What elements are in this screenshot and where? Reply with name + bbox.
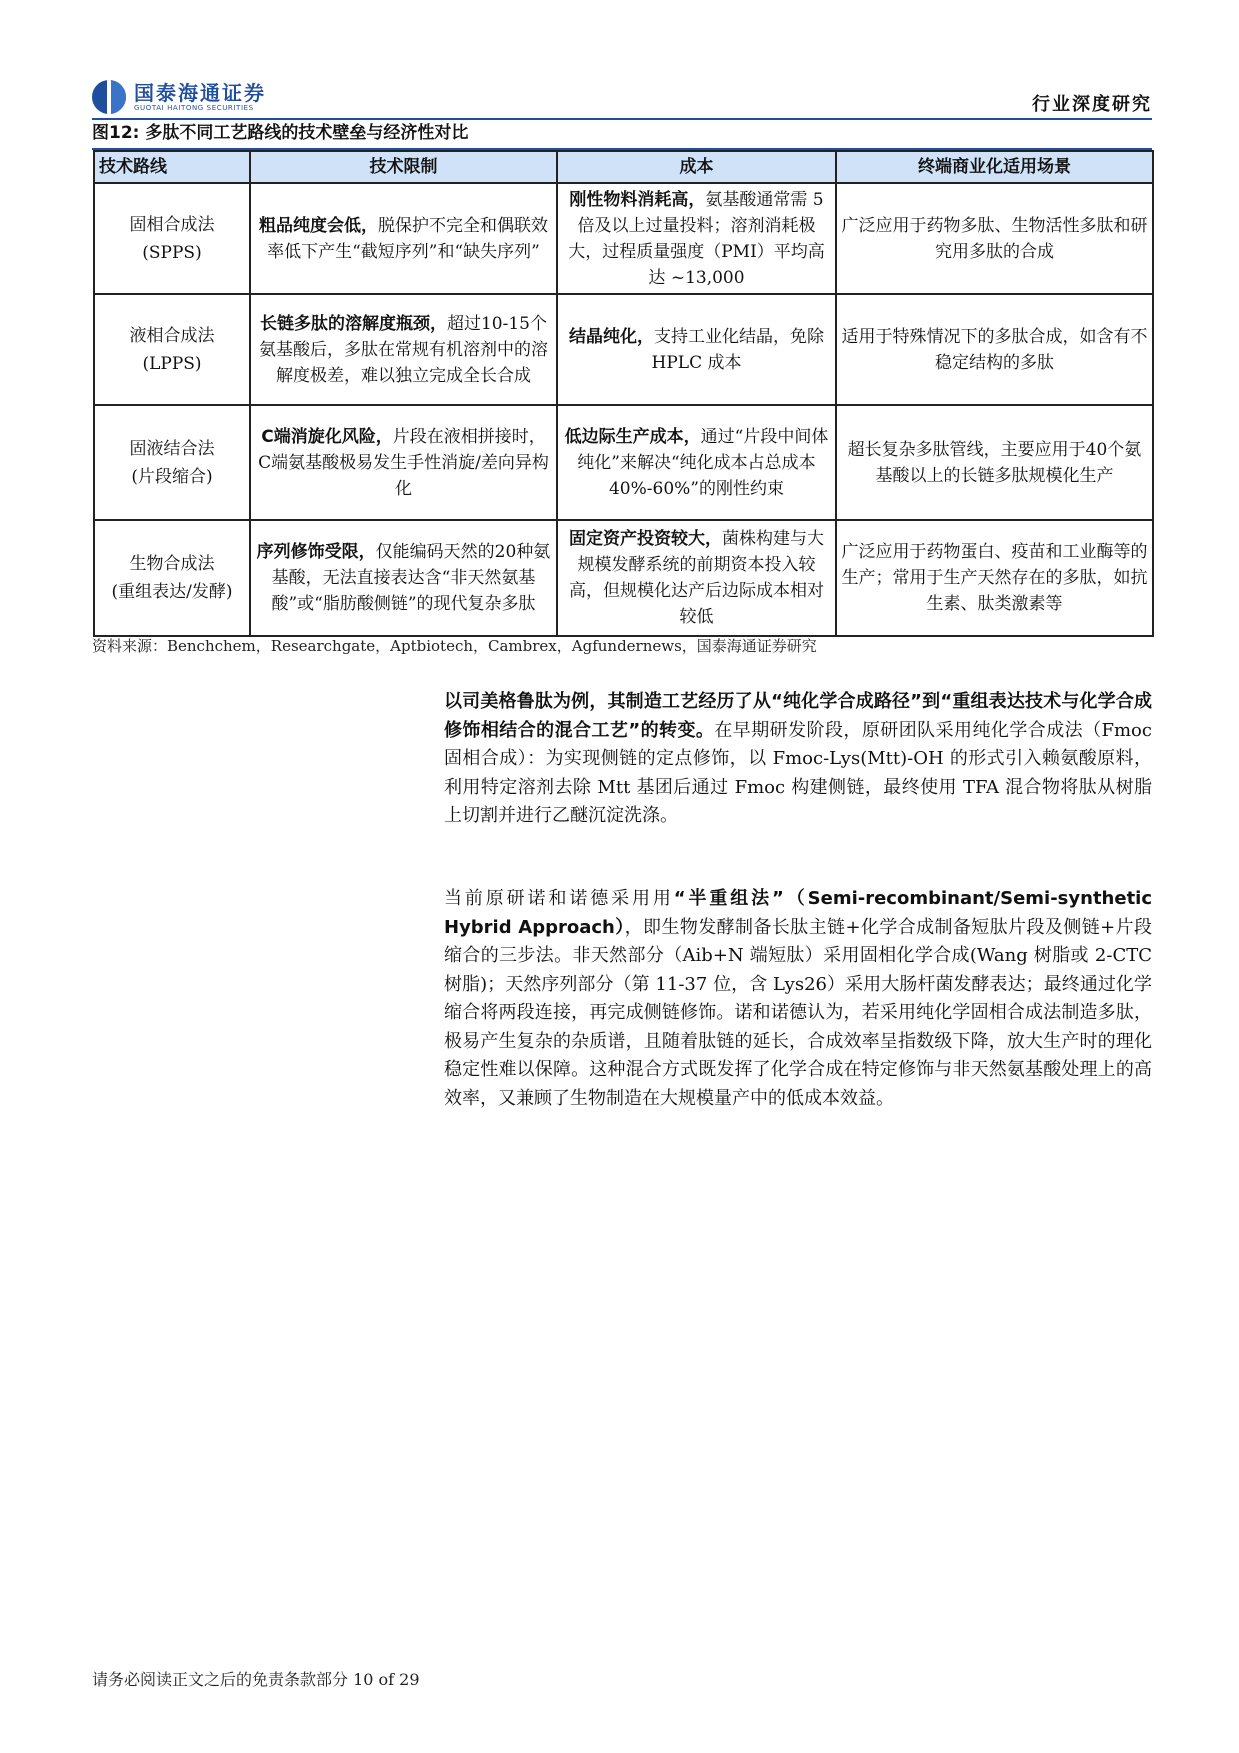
cost-cell: 固定资产投资较大，菌株构建与大规模发酵系统的前期资本投入较高，但规模化达产后边际成本相对较低 — [557, 520, 836, 636]
table-header-row — [94, 151, 1153, 183]
limit-cell: 序列修饰受限，仅能编码天然的20种氨基酸，无法直接表达含“非天然氨基酸”或“脂肪酸侧链”的现代复杂多肽 — [250, 520, 557, 636]
limit-cell: C端消旋化风险，片段在液相拼接时，C端氨基酸极易发生手性消旋/差向异构化 — [250, 405, 557, 520]
page-footer: 请务必阅读正文之后的免责条款部分 10 of 29 — [92, 1670, 420, 1689]
col-header-cost: 成本 — [557, 151, 836, 183]
comparison-table — [93, 150, 1154, 637]
scenario-cell: 适用于特殊情况下的多肽合成，如含有不稳定结构的多肽 — [836, 294, 1153, 405]
table-row — [94, 405, 1153, 520]
paragraph-2-lead: 当前原研诺和诺德采用用 — [444, 888, 674, 909]
page-header — [92, 80, 1152, 116]
route-cell: 固液结合法 (片段缩合) — [94, 405, 250, 520]
logo-name-cn: 国泰海通证券 — [134, 80, 266, 105]
col-header-route: 技术路线 — [94, 151, 250, 183]
cost-cell: 低边际生产成本，通过“片段中间体纯化”来解决“纯化成本占总成本 40%-60%”的刚性约束 — [557, 405, 836, 520]
cost-cell: 刚性物料消耗高，氨基酸通常需 5倍及以上过量投料；溶剂消耗极大，过程质量强度（PMI）平均高达 ~13,000 — [557, 183, 836, 294]
limit-cell: 长链多肽的溶解度瓶颈，超过10-15个氨基酸后，多肽在常规有机溶剂中的溶解度极差，难以独立完成全长合成 — [250, 294, 557, 405]
logo-name-en: GUOTAI HAITONG SECURITIES — [134, 103, 254, 112]
col-header-scenario: 终端商业化适用场景 — [836, 151, 1153, 183]
paragraph-1-lead: 以司美格鲁肽为例，其制造工艺经历了从“纯化学合成路径”到“重组表达技术与化学合成修饰相结合的混合工艺”的转变。 — [444, 691, 1152, 741]
header-divider — [92, 118, 1152, 120]
paragraph-2-text: ，即生物发酵制备长肽主链+化学合成制备短肽片段及侧链+片段缩合的三步法。非天然部分（Aib+N 端短肽）采用固相化学合成(Wang 树脂或 2-CTC 树脂)；天然序列部分（第 11-37 位，含 Lys26）采用大肠杆菌发酵表达；最终通过化学缩合将两段连接，再完成侧链修饰。诺和诺德认为，若采用纯化学固相合成法制造多肽，极易产生复杂的杂质谱，且随着肽链的延长，合成效率呈指数级下降，放大生产时的理化稳定性难以保障。这种混合方式既发挥了化学合成在特定修饰与非天然氨基酸处理上的高效率，又兼顾了生物制造在大规模量产中的低成本效益。 — [444, 916, 1152, 1109]
scenario-cell: 广泛应用于药物多肽、生物活性多肽和研究用多肽的合成 — [836, 183, 1153, 294]
table-row — [94, 183, 1153, 294]
col-header-limit: 技术限制 — [250, 151, 557, 183]
figure-title: 图12: 多肽不同工艺路线的技术壁垒与经济性对比 — [92, 123, 469, 143]
route-cell: 生物合成法 (重组表达/发酵) — [94, 520, 250, 636]
body-paragraph-1 — [444, 688, 1152, 831]
limit-cell: 粗品纯度会低，脱保护不完全和偶联效率低下产生“截短序列”和“缺失序列” — [250, 183, 557, 294]
company-logo — [92, 80, 266, 114]
route-cell: 液相合成法 (LPPS) — [94, 294, 250, 405]
scenario-cell: 广泛应用于药物蛋白、疫苗和工业酶等的生产；常用于生产天然存在的多肽，如抗生素、肽类激素等 — [836, 520, 1153, 636]
table-row — [94, 520, 1153, 636]
scenario-cell: 超长复杂多肽管线，主要应用于40个氨基酸以上的长链多肽规模化生产 — [836, 405, 1153, 520]
table-row — [94, 294, 1153, 405]
cost-cell: 结晶纯化，支持工业化结晶，免除 HPLC 成本 — [557, 294, 836, 405]
body-paragraph-2 — [444, 885, 1152, 1113]
paragraph-1-text: 在早期研发阶段，原研团队采用纯化学合成法（Fmoc 固相合成）：为实现侧链的定点修饰，以 Fmoc-Lys(Mtt)-OH 的形式引入赖氨酸原料，利用特定溶剂去除 Mtt 基团后通过 Fmoc 构建侧链，最终使用 TFA 混合物将肽从树脂上切割并进行乙醚沉淀洗涤。 — [444, 719, 1152, 826]
report-type: 行业深度研究 — [1032, 94, 1152, 115]
paragraph-2-emphasis: “半重组法”（Semi-recombinant/Semi-synthetic Hybrid Approach） — [444, 888, 1153, 938]
route-cell: 固相合成法 (SPPS) — [94, 183, 250, 294]
logo-mark-icon — [92, 80, 126, 114]
figure-source: 资料来源：Benchchem，Researchgate，Aptbiotech，Cambrex，Agfundernews，国泰海通证券研究 — [92, 637, 817, 655]
